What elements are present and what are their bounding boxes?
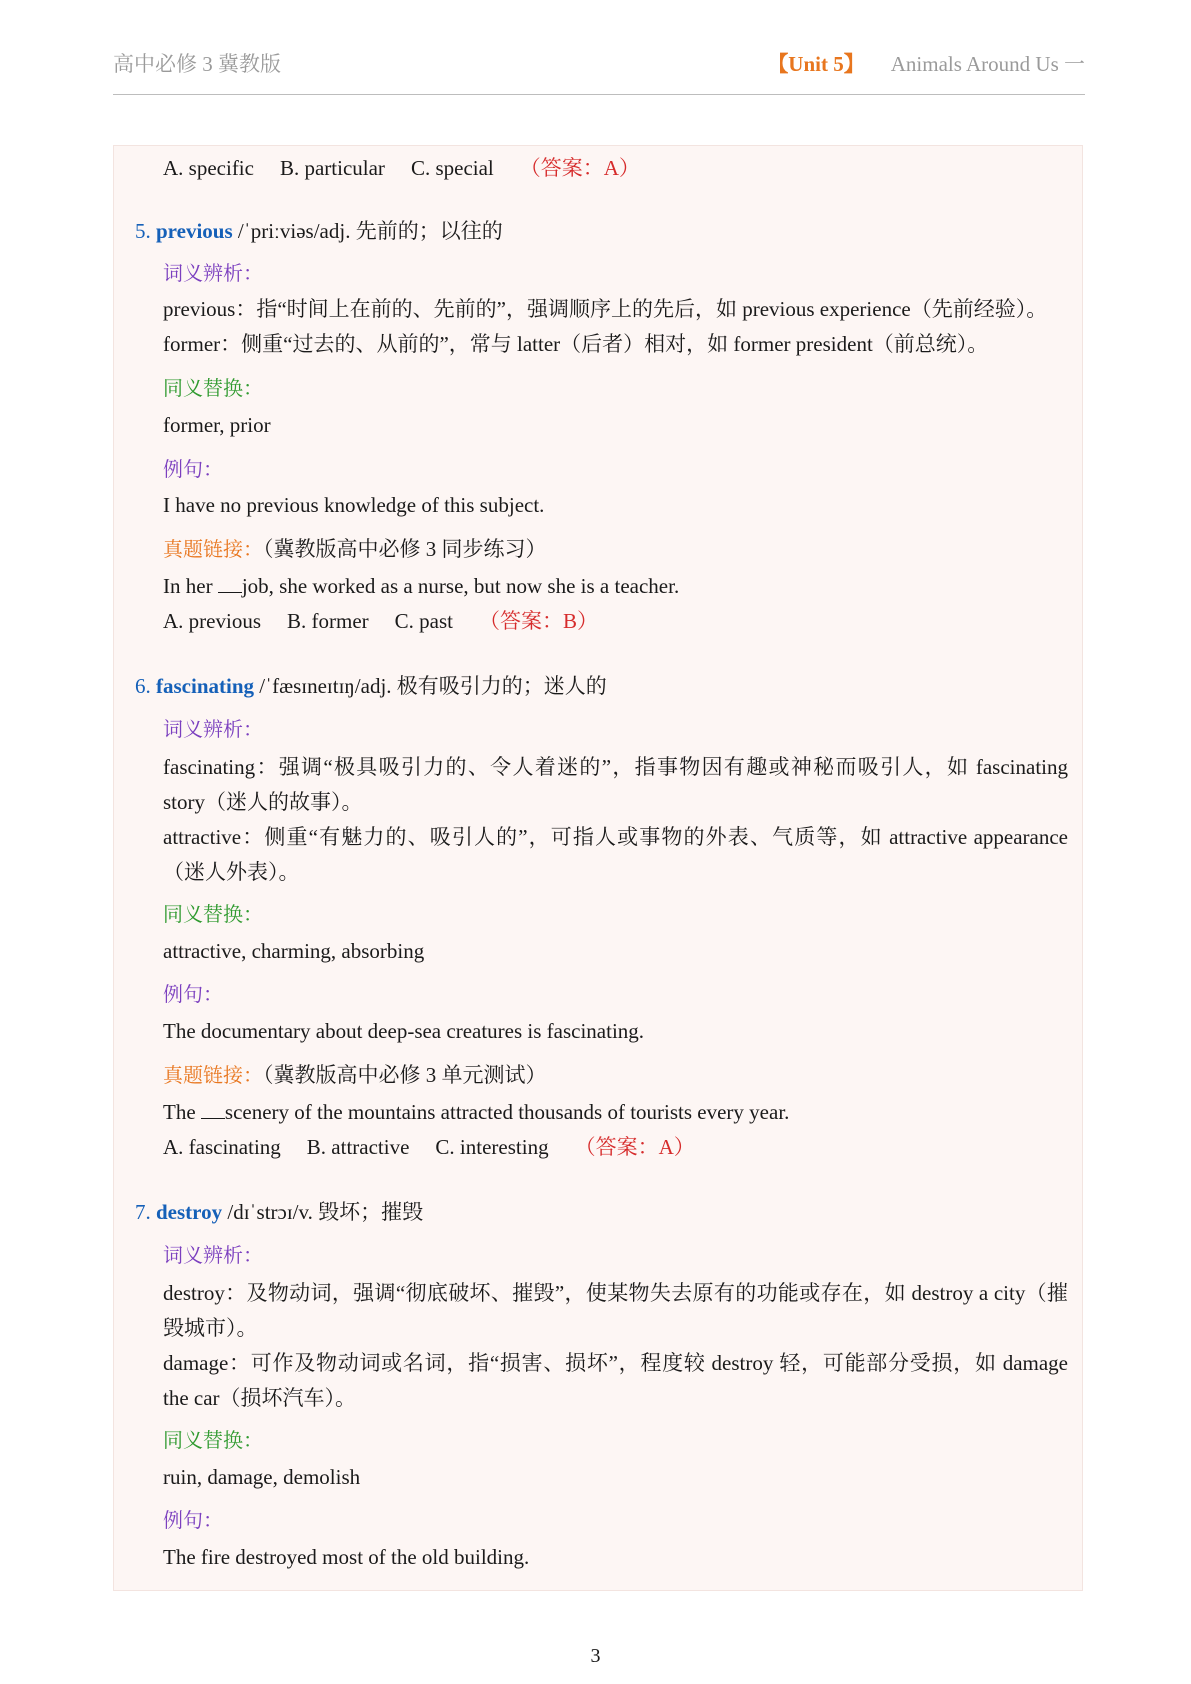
synonyms-label: 同义替换：	[163, 378, 263, 400]
option: B. particular	[279, 156, 385, 180]
synonyms-text: ruin, damage, demolish	[163, 1465, 361, 1489]
analysis-line: former：侧重“过去的、从前的”，常与 latter（后者）相对，如 former president（前总统）。	[163, 332, 989, 356]
entry-number: 7.	[135, 1200, 151, 1224]
exam-label: 真题链接：	[163, 1065, 263, 1087]
page-header	[113, 42, 1085, 95]
example-label: 例句：	[163, 1510, 223, 1532]
example-label: 例句：	[163, 984, 223, 1006]
analysis-paragraph: fascinating：强调“极具吸引力的、令人着迷的”，指事物因有趣或神秘而吸引人，如 fascinating story（迷人的故事）。	[163, 755, 1068, 814]
entry-heading	[135, 1197, 423, 1227]
blank	[218, 574, 242, 593]
analysis-label: 词义辨析：	[163, 263, 263, 285]
synonyms-text: attractive, charming, absorbing	[163, 939, 425, 963]
example-label: 例句：	[163, 459, 223, 481]
book-title: 高中必修 3 冀教版	[113, 52, 281, 76]
option: C. special	[410, 156, 494, 180]
exam-source: （冀教版高中必修 3 同步练习）	[263, 537, 547, 561]
unit-heading	[767, 48, 1085, 78]
entry-number: 5.	[135, 219, 151, 243]
option: C. past	[394, 609, 453, 633]
option: A. specific	[163, 156, 254, 180]
top-options	[163, 153, 640, 183]
exam-label: 真题链接：	[163, 539, 263, 561]
analysis-label: 词义辨析：	[163, 1245, 263, 1267]
exam-source: （冀教版高中必修 3 单元测试）	[263, 1063, 547, 1087]
unit-title: Animals Around Us 一	[890, 52, 1085, 76]
synonyms-label: 同义替换：	[163, 1430, 263, 1452]
option: A. fascinating	[163, 1135, 281, 1159]
exam-options	[163, 606, 598, 636]
exam-link	[163, 534, 547, 565]
example-sentence: The documentary about deep-sea creatures is fascinating.	[163, 1019, 645, 1043]
analysis-line: previous：指“时间上在前的、先前的”，强调顺序上的先后，如 previous experience（先前经验）。	[163, 297, 1048, 321]
answer: （答案：A）	[574, 1135, 695, 1159]
analysis-paragraph: destroy：及物动词，强调“彻底破坏、摧毁”，使某物失去原有的功能或存在，如 destroy a city（摧毁城市）。	[163, 1281, 1068, 1340]
entry-heading	[135, 671, 607, 701]
option: A. previous	[163, 609, 261, 633]
option: C. interesting	[435, 1135, 549, 1159]
entry-heading	[135, 216, 503, 246]
option: B. former	[287, 609, 369, 633]
unit-label: 【Unit 5】	[767, 52, 865, 76]
pronunciation-definition: /ˈfæsɪneɪtɪŋ/adj. 极有吸引力的；迷人的	[254, 674, 607, 698]
exam-options	[163, 1132, 695, 1162]
answer: （答案：B）	[479, 609, 599, 633]
head-word: destroy	[156, 1200, 223, 1224]
example-sentence: The fire destroyed most of the old building.	[163, 1545, 530, 1569]
synonyms-text: former, prior	[163, 413, 271, 437]
example-sentence: I have no previous knowledge of this subject.	[163, 493, 545, 517]
head-word: fascinating	[156, 674, 255, 698]
entry-number: 6.	[135, 674, 151, 698]
head-word: previous	[156, 219, 233, 243]
pronunciation-definition: /ˈpriːviəs/adj. 先前的；以往的	[232, 219, 503, 243]
exam-question: The scenery of the mountains attracted thousands of tourists every year.	[163, 1100, 790, 1124]
page-number: 3	[590, 1645, 601, 1667]
blank	[201, 1100, 225, 1119]
answer: （答案：A）	[519, 156, 640, 180]
pronunciation-definition: /dɪˈstrɔɪ/v. 毁坏；摧毁	[222, 1200, 424, 1224]
synonyms-label: 同义替换：	[163, 904, 263, 926]
analysis-paragraph: damage：可作及物动词或名词，指“损害、损坏”，程度较 destroy 轻，可能部分受损，如 damage the car（损坏汽车）。	[163, 1351, 1068, 1410]
exam-question: In her job, she worked as a nurse, but now she is a teacher.	[163, 574, 680, 598]
option: B. attractive	[306, 1135, 410, 1159]
exam-link	[163, 1060, 547, 1091]
analysis-paragraph: attractive：侧重“有魅力的、吸引人的”，可指人或事物的外表、气质等，如 attractive appearance（迷人外表）。	[163, 825, 1068, 884]
analysis-label: 词义辨析：	[163, 719, 263, 741]
